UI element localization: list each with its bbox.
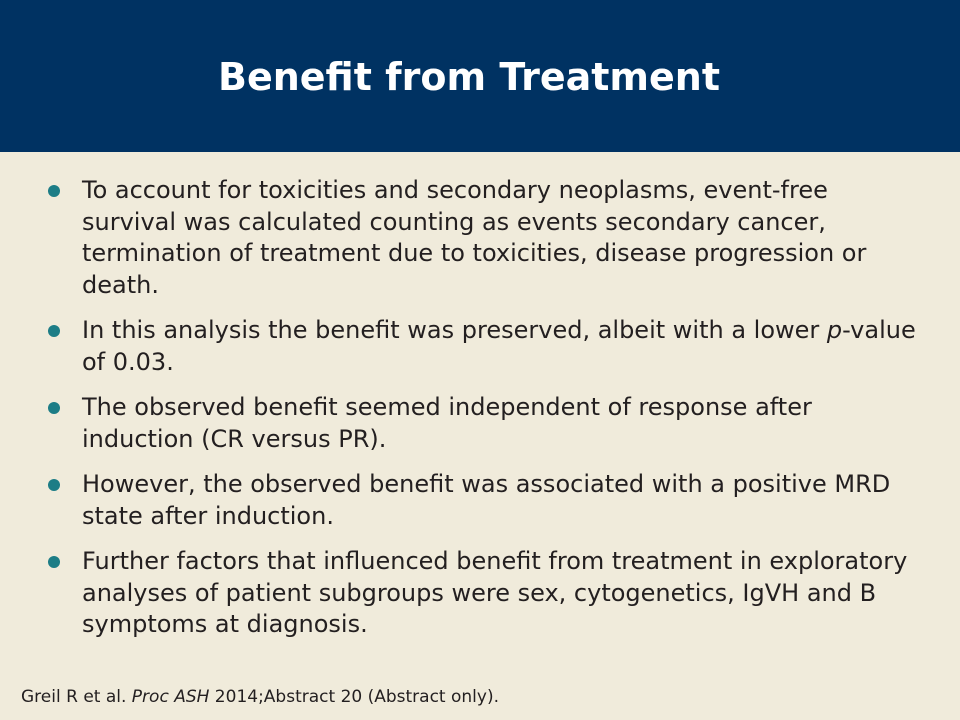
bullet-dot-icon <box>48 185 60 197</box>
bullet-dot-icon <box>48 402 60 414</box>
citation-journal: Proc ASH <box>131 687 210 707</box>
bullet-text: However, the observed benefit was associated with a positive MRD state after induction. <box>82 470 891 530</box>
bullet-text: The observed benefit seemed independent of response after induction (CR versus PR). <box>82 393 812 453</box>
bullet-item <box>48 469 928 532</box>
bullet-list <box>48 175 928 655</box>
bullet-dot-icon <box>48 556 60 568</box>
bullet-text: Further factors that influenced benefit from treatment in exploratory analyses of patient subgroups were sex, cytogenetics, IgVH and B symptoms at diagnosis. <box>82 547 908 638</box>
bullet-text: To account for toxicities and secondary neoplasms, event-free survival was calculated counting as events secondary cancer, termination of treatment due to toxicities, disease progression or death. <box>82 176 867 299</box>
slide-title: Benefit from Treatment <box>218 55 720 99</box>
bullet-dot-icon <box>48 479 60 491</box>
bullet-text-part: In this analysis the benefit was preserved, albeit with a lower <box>82 316 827 344</box>
citation <box>21 686 499 708</box>
bullet-item <box>48 392 928 455</box>
citation-details: 2014;Abstract 20 (Abstract only). <box>209 687 499 707</box>
title-bar <box>0 0 960 152</box>
bullet-dot-icon <box>48 325 60 337</box>
bullet-text-part: -value of 0.03. <box>82 316 916 376</box>
bullet-item <box>48 175 928 301</box>
bullet-item <box>48 315 928 378</box>
citation-authors: Greil R et al. <box>21 687 132 707</box>
bullet-text <box>82 315 928 378</box>
bullet-item <box>48 546 928 641</box>
italic-p: p <box>826 316 843 344</box>
